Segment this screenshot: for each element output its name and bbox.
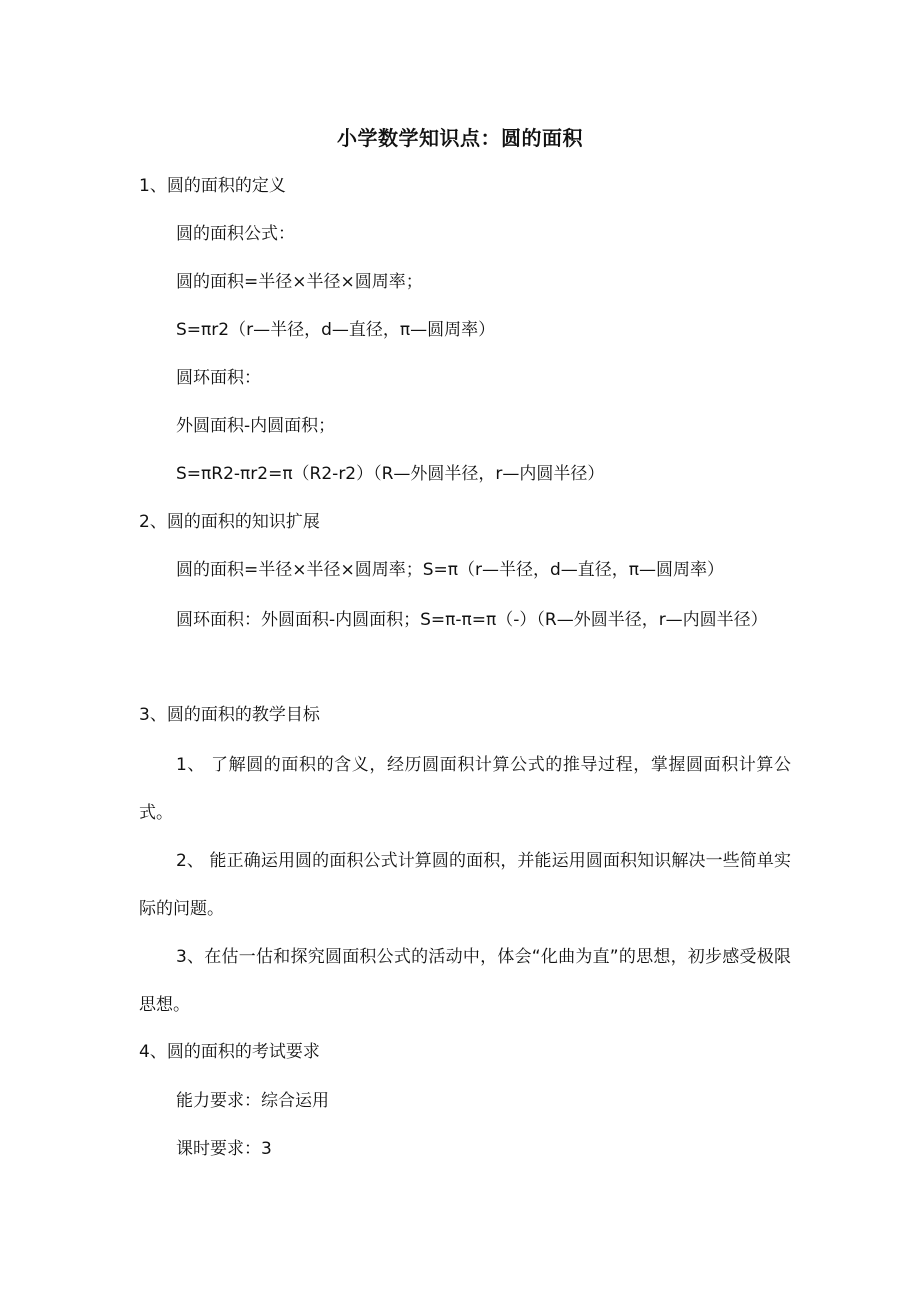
section-1-heading: 1、圆的面积的定义 — [139, 176, 286, 196]
section-2-line: 圆的面积=半径×半径×圆周率；S=π（r—半径，d—直径，π—圆周率） — [176, 560, 725, 580]
section-3-item: 3、在估一估和探究圆面积公式的活动中，体会“化曲为直”的思想，初步感受极限思想。 — [139, 947, 791, 1015]
section-1-line: 外圆面积-内圆面积； — [176, 416, 336, 436]
section-4-line: 能力要求：综合运用 — [176, 1091, 329, 1111]
page-title: 小学数学知识点：圆的面积 — [337, 126, 583, 150]
section-1-line: S=πR2-πr2=π（R2-r2）（R—外圆半径，r—内圆半径） — [176, 464, 605, 484]
section-2-heading: 2、圆的面积的知识扩展 — [139, 512, 320, 532]
section-1-line: 圆的面积公式： — [176, 224, 295, 244]
section-4-heading: 4、圆的面积的考试要求 — [139, 1042, 320, 1062]
section-3-item: 2、 能正确运用圆的面积公式计算圆的面积，并能运用圆面积知识解决一些简单实际的问题。 — [139, 851, 791, 919]
section-1-line: S=πr2（r—半径，d—直径，π—圆周率） — [176, 320, 496, 340]
section-1-line: 圆的面积=半径×半径×圆周率； — [176, 272, 423, 292]
section-1-line: 圆环面积： — [176, 368, 261, 388]
section-2-paragraph: 圆环面积：外圆面积-内圆面积；S=π-π=π（-）（R—外圆半径，r—内圆半径） — [176, 610, 768, 630]
section-3-item: 1、 了解圆的面积的含义，经历圆面积计算公式的推导过程，掌握圆面积计算公式。 — [139, 755, 791, 823]
section-4-line: 课时要求：3 — [176, 1139, 272, 1159]
section-3-heading: 3、圆的面积的教学目标 — [139, 705, 320, 725]
